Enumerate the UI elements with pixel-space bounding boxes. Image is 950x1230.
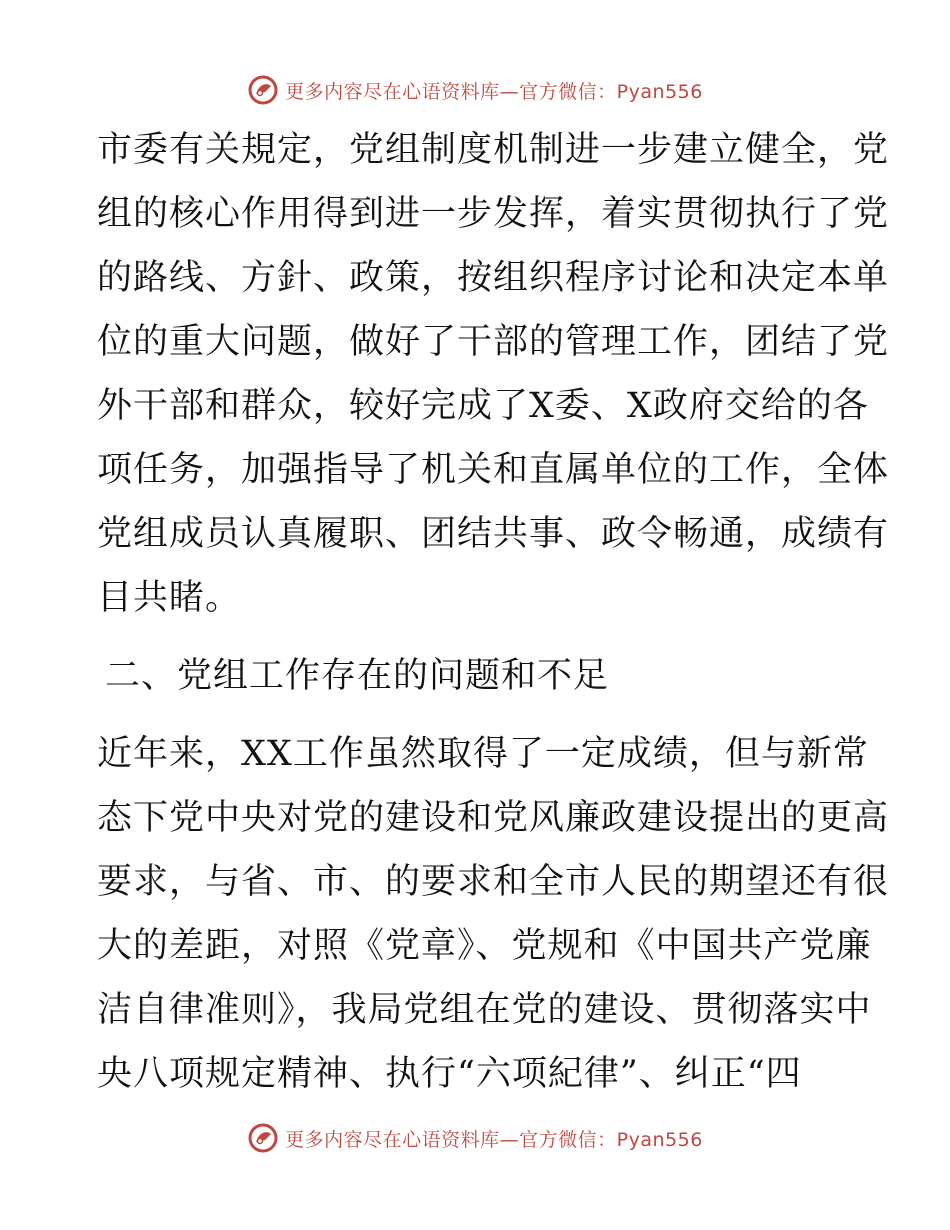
text-line: 组的核心作用得到进一步发挥，着实贯彻执行了党 [97,194,890,234]
paragraph-spacer [97,630,857,644]
text-line: 外干部和群众，较好完成了X委、X政府交给的各 [97,386,869,426]
paragraph-spacer [97,708,857,722]
footer-watermark [0,1118,950,1158]
text-line: 态下党中央对党的建设和党风廉政建设提出的更高 [97,798,890,838]
text-line: 要求，与省、市、的要求和全市人民的期望还有很 [97,862,890,902]
seal-logo-icon [247,74,279,106]
text-line: 党组成员认真履职、团结共事、政令畅通，成绩有 [97,514,890,554]
text-line: 项任务，加强指导了机关和直属单位的工作，全体 [97,450,890,490]
text-line: 的路线、方針、政策，按组织程序讨论和决定本单 [97,258,890,298]
text-line: 目共睹。 [97,578,242,618]
text-line: 市委有关規定，党组制度机制进一步建立健全，党 [97,130,890,170]
header-watermark [0,70,950,110]
text-line: 位的重大问题，做好了干部的管理工作，团结了党 [97,322,890,362]
seal-logo-icon [247,1122,279,1154]
watermark-text: 更多内容尽在心语资料库—官方微信：Pyan556 [285,1128,703,1151]
document-body [97,118,890,1106]
text-line: 央八项规定精神、执行“六项紀律”、纠正“四 [97,1054,802,1094]
section-heading: 二、党组工作存在的问题和不足 [105,656,610,696]
paragraph-1 [97,118,890,630]
text-line: 大的差距，对照《党章》、党规和《中国共产党廉 [97,926,872,966]
text-line: 洁自律准则》，我局党组在党的建设、贯彻落实中 [97,990,872,1030]
watermark-text: 更多内容尽在心语资料库—官方微信：Pyan556 [285,80,703,103]
paragraph-2 [97,722,890,1106]
text-line: 近年来，XX工作虽然取得了一定成绩，但与新常 [97,734,869,774]
